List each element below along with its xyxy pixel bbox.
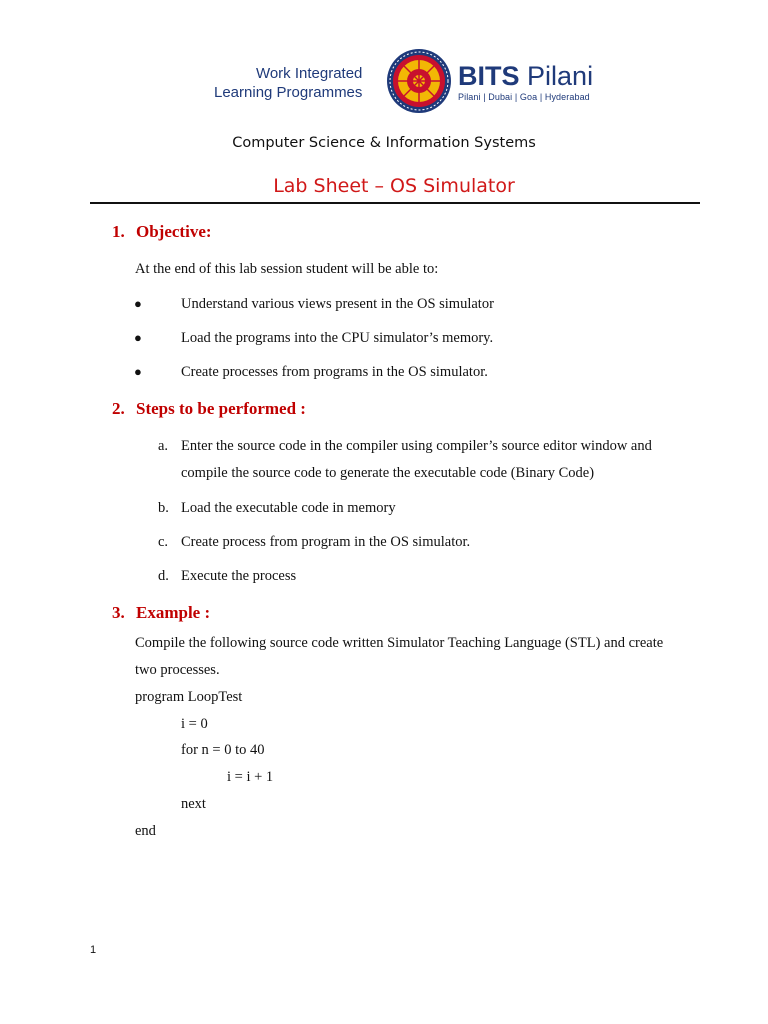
bits-campuses: Pilani | Dubai | Goa | Hyderabad [458, 92, 590, 102]
example-description: Compile the following source code written Simulator Teaching Language (STL) and create [135, 635, 664, 651]
bits-name-rest: Pilani [527, 61, 594, 91]
title-divider [90, 202, 700, 204]
section-number: 2. [112, 399, 125, 418]
objective-bullet: Load the programs into the CPU simulator’s memory. [181, 330, 494, 346]
section-title: Objective: [136, 222, 212, 241]
step-marker: c. [158, 534, 169, 550]
wilp-line-1: Work Integrated [255, 65, 363, 82]
code-line: program LoopTest [135, 689, 243, 705]
department-name: Computer Science & Information Systems [232, 135, 536, 151]
step-text: Create process from program in the OS simulator. [181, 534, 471, 550]
section-heading-steps [112, 399, 306, 419]
wilp-line-2: Learning Programmes [214, 84, 363, 101]
section-heading-objective [112, 222, 212, 242]
objective-bullet: Create processes from programs in the OS simulator. [181, 364, 488, 380]
page-title: Lab Sheet – OS Simulator [273, 175, 515, 197]
bits-emblem-icon [386, 48, 452, 114]
step-text: Load the executable code in memory [181, 500, 396, 516]
section-number: 1. [112, 222, 125, 241]
objective-intro: At the end of this lab session student will be able to: [135, 261, 439, 277]
step-marker: b. [158, 500, 169, 516]
section-heading-example [112, 603, 210, 623]
example-description-continued: two processes. [135, 662, 220, 678]
page-number: 1 [90, 944, 97, 956]
header-brand [0, 40, 768, 120]
bits-pilani-wordmark [458, 62, 593, 102]
step-marker: d. [158, 568, 169, 584]
bullet-dot: ● [134, 364, 142, 379]
section-title: Steps to be performed : [136, 399, 306, 418]
wilp-wordmark [214, 64, 362, 102]
code-line: next [181, 796, 206, 812]
code-line: end [135, 823, 156, 839]
objective-bullet: Understand various views present in the OS simulator [181, 296, 494, 312]
section-title: Example : [136, 603, 211, 622]
code-line: for n = 0 to 40 [181, 742, 265, 758]
bullet-dot: ● [134, 296, 142, 311]
bullet-dot: ● [134, 330, 142, 345]
step-text: Execute the process [181, 568, 297, 584]
step-marker: a. [158, 438, 169, 454]
step-text: Enter the source code in the compiler using compiler’s source editor window and [181, 438, 652, 454]
section-number: 3. [112, 603, 125, 622]
code-line: i = i + 1 [227, 769, 274, 785]
bits-name-bold: BITS [458, 61, 520, 91]
code-line: i = 0 [181, 716, 208, 732]
step-text-continued: compile the source code to generate the executable code (Binary Code) [181, 465, 595, 481]
